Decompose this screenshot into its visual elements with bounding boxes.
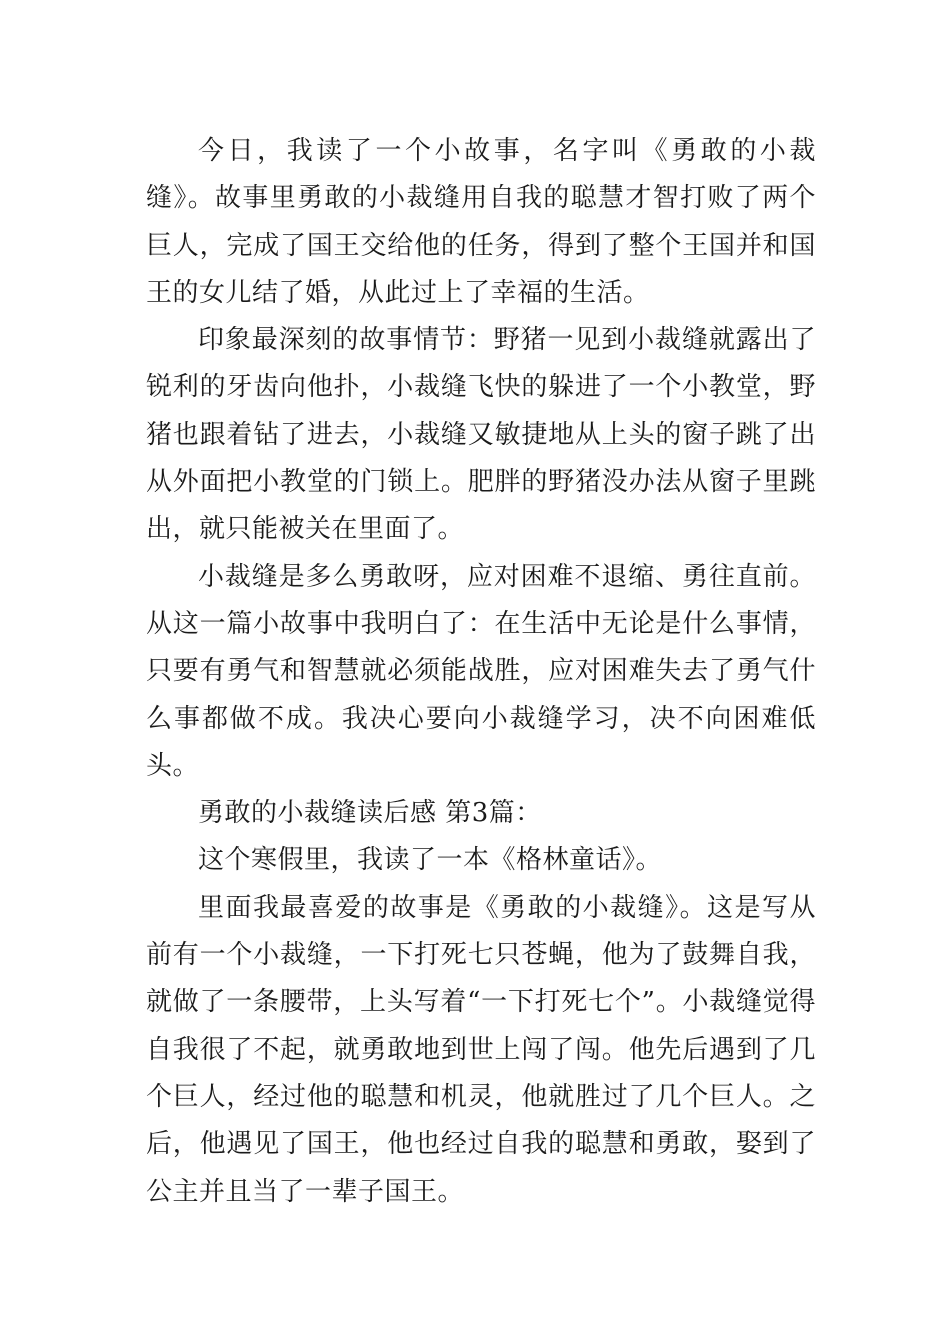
paragraph-lesson-learned: 小裁缝是多么勇敢呀，应对困难不退缩、勇往直前。从这一篇小故事中我明白了：在生活中无论是什么事情，只要有勇气和智慧就必须能战胜，应对困难失去了勇气什么事都做不成。我决心要向小裁缝学习，决不向困难低头。 <box>146 561 816 781</box>
paragraph-winter-reading: 这个寒假里，我读了一本《格林童话》。 <box>198 845 663 876</box>
section-heading: 勇敢的小裁缝读后感 第3篇： <box>198 798 542 829</box>
paragraph-story-intro: 今日，我读了一个小故事，名字叫《勇敢的小裁缝》。故事里勇敢的小裁缝用自我的聪慧才智打败了两个巨人，完成了国王交给他的任务，得到了整个王国并和国王的女儿结了婚，从此过上了幸福的生活。 <box>146 136 816 308</box>
document-body <box>146 128 816 1216</box>
paragraph-favorite-story: 里面我最喜爱的故事是《勇敢的小裁缝》。这是写从前有一个小裁缝，一下打死七只苍蝇，他为了鼓舞自我，就做了一条腰带，上头写着“一下打死七个”。小裁缝觉得自我很了不起，就勇敢地到世上闯了闯。他先后遇到了几个巨人，经过他的聪慧和机灵，他就胜过了几个巨人。之后，他遇见了国王，他也经过自我的聪慧和勇敢，娶到了公主并且当了一辈子国王。 <box>146 892 816 1207</box>
paragraph-memorable-plot: 印象最深刻的故事情节：野猪一见到小裁缝就露出了锐利的牙齿向他扑，小裁缝飞快的躲进了一个小教堂，野猪也跟着钻了进去，小裁缝又敏捷地从上头的窗子跳了出从外面把小教堂的门锁上。肥胖的野猪没办法从窗子里跳出，就只能被关在里面了。 <box>146 325 816 545</box>
